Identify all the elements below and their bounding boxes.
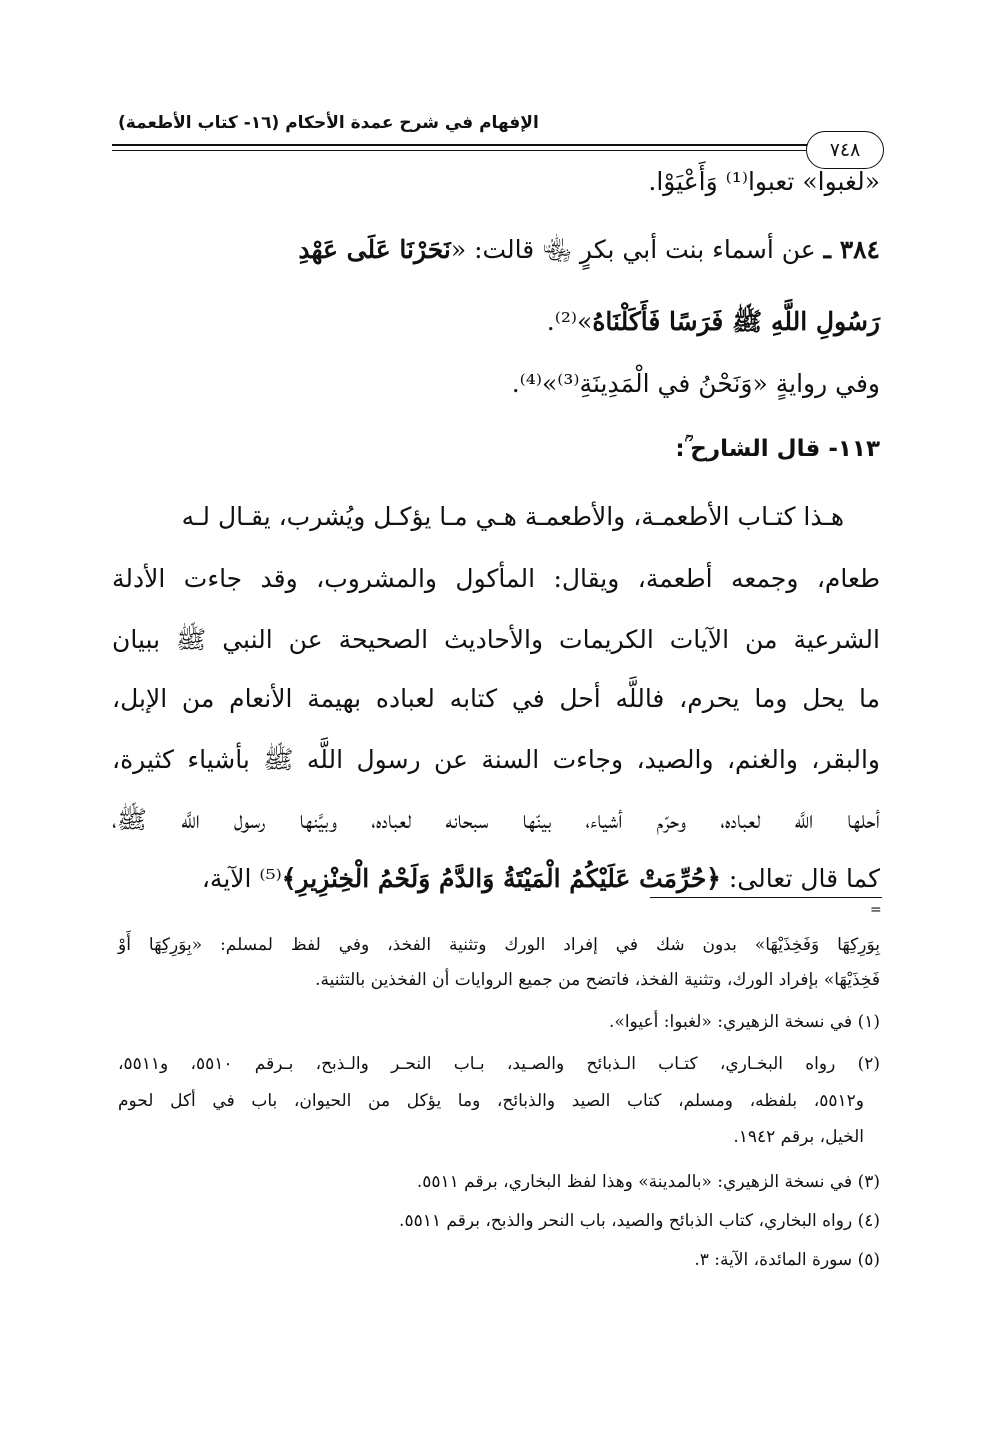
- paragraph-line: الشرعية من الآيات الكريمات والأحاديث الصحيحة عن النبي ﷺ ببيان: [112, 625, 880, 654]
- hadith-intro: عن أسماء بنت أبي بكرٍ ﵄ قالت: «: [450, 235, 816, 264]
- footnote-2-cont: الخيل، برقم ١٩٤٢.: [733, 1127, 864, 1147]
- page-number: ٧٤٨: [806, 131, 884, 169]
- footnote-line: فَخِذَيْهَا» بإفراد الورك، وتثنية الفخذ، فاتضح من جميع الروايات أن الفخذين بالتثنية.: [315, 970, 880, 990]
- quran-verse: ﴿حُرِّمَتْ عَلَيْكُمُ الْمَيْتَةُ وَالدَّمُ وَلَحْمُ الْخِنْزِيرِ﴾: [281, 864, 721, 893]
- paragraph-line: هـذا كتـاب الأطعمـة، والأطعمـة هـي مـا يؤكـل ويُشرب، يقـال لـه: [181, 502, 844, 531]
- hadith-number: ٣٨٤ ـ: [823, 235, 880, 264]
- hadith-line: [112, 234, 880, 271]
- riwaya-line: وفي روايةٍ «وَنَحْنُ في الْمَدِينَةِ⁽³⁾»⁽⁴⁾.: [511, 369, 880, 398]
- paragraph-line: أحلها اللَّه لعباده، وحرّم أشياء، بينّها سبحانه لعباده، وبيَّنها رسول اللَّه ﷺ،: [112, 805, 880, 834]
- footnote-1: (١) في نسخة الزهيري: «لغبوا: أعيوا».: [609, 1012, 880, 1032]
- footnote-2: (٢) رواه البخـاري، كتـاب الـذبائح والصـيد، بـاب النحـر والـذبح، بـرقم ٥٥١٠، و٥٥١١،: [118, 1054, 880, 1074]
- paragraph-line: ما يحل وما يحرم، فاللَّه أحل في كتابه لعباده بهيمة الأنعام من الإبل،: [112, 684, 880, 713]
- footnote-divider: [650, 897, 882, 898]
- paragraph-line: [112, 864, 880, 893]
- continuation-mark: =: [870, 902, 882, 918]
- section-heading: ١١٣- قال الشارح ؒ:: [675, 436, 880, 462]
- paragraph-line: طعام، وجمعه أطعمة، ويقال: المأكول والمشروب، وقد جاءت الأدلة: [112, 564, 880, 593]
- paragraph-text: كما قال تعالى:: [720, 864, 880, 893]
- gloss-line: «لغبوا» تعبوا⁽¹⁾ وَأَعْيَوْا.: [648, 167, 880, 196]
- footnote-3: (٣) في نسخة الزهيري: «بالمدينة» وهذا لفظ البخاري، برقم ٥٥١١.: [416, 1172, 880, 1192]
- hadith-text: رَسُولِ اللَّهِ ﷺ فَرَسًا فَأَكَلْنَاهُ: [592, 307, 880, 336]
- hadith-end: »⁽²⁾.: [546, 307, 593, 336]
- paragraph-line: والبقر، والغنم، والصيد، وجاءت السنة عن رسول اللَّه ﷺ بأشياء كثيرة،: [112, 745, 880, 774]
- footnote-5: (٥) سورة المائدة، الآية: ٣.: [694, 1250, 880, 1270]
- running-title: الإفهام في شرح عمدة الأحكام (١٦- كتاب الأطعمة): [118, 113, 539, 133]
- footnote-line: بِوَرِكِهَا وَفَخِذَيْهَا» بدون شك في إفراد الورك وتثنية الفخذ، وفي لفظ لمسلم: «بِوَرِكِهَا أَوْ: [118, 935, 880, 955]
- hadith-line: [112, 306, 880, 343]
- hadith-text: نَحَرْنَا عَلَى عَهْدِ: [298, 235, 451, 264]
- footnote-2-cont: و٥٥١٢، بلفظه، ومسلم، كتاب الصيد والذبائح، وما يؤكل من الحيوان، باب في أكل لحوم: [118, 1091, 864, 1111]
- paragraph-text: ⁽⁵⁾ الآية،: [201, 864, 282, 893]
- body-text: [112, 0, 880, 900]
- footnote-4: (٤) رواه البخاري، كتاب الذبائح والصيد، باب النحر والذبح، برقم ٥٥١١.: [399, 1211, 880, 1231]
